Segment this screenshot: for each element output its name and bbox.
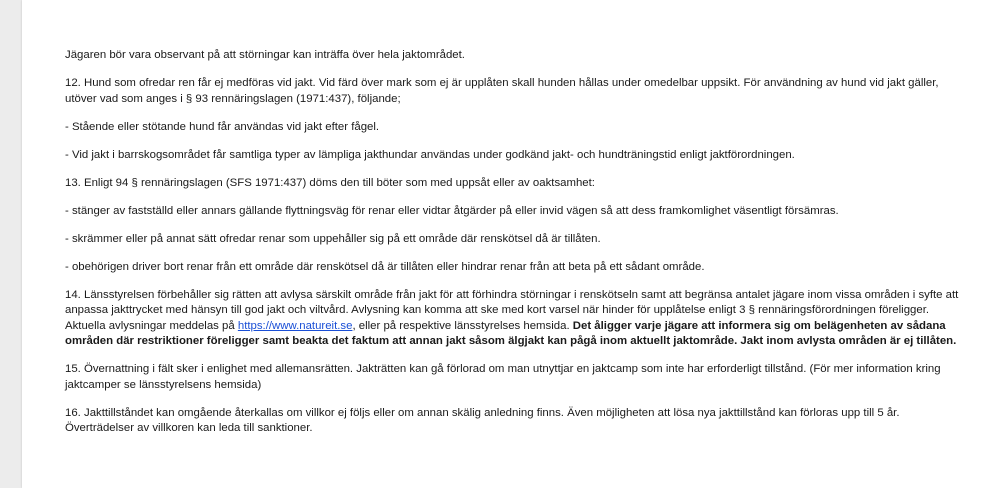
list-item-migration-route: - stänger av fastställd eller annars gällande flyttningsväg för renar eller vidtar åtgärder på eller invid vägen så att dess framkomlighet väsentligt försämras. [65, 204, 839, 217]
document-page [22, 0, 1000, 488]
paragraph-14-text: 14. Länsstyrelsen förbehåller sig rätten att avlysa särskilt område från jakt för att förhindra störningar i renskötseln samt att begränsa antalet jägare inom vissa områden i syfte att anpassa jakttrycket med hänsyn till god jakt och viltvård. Avlysning kan komma att ske med kort varsel när hinder för upplåtelse enligt 3 § rennäringsförordningen föreligger. Aktuella avlysningar meddelas på [65, 288, 959, 332]
paragraph-13: 13. Enligt 94 § rennäringslagen (SFS 1971:437) döms den till böter som med uppsåt eller av oaktsamhet: [65, 176, 595, 189]
list-item-scare-reindeer: - skrämmer eller på annat sätt ofredar renar som uppehåller sig på ett område där renskötsel då är tillåten. [65, 232, 601, 245]
paragraph-12: 12. Hund som ofredar ren får ej medföras vid jakt. Vid färd över mark som ej är upplåten skall hunden hållas under omedelbar uppsikt. För användning av hund vid jakt gäller, utöver vad som anges i § 93 rennäringslagen (1971:437), följande; [65, 77, 939, 105]
paragraph-14-text-continued: , eller på respektive länsstyrelses hemsida. [352, 319, 573, 332]
natureit-link[interactable]: https://www.natureit.se [237, 319, 353, 332]
list-item-conifer-forest: - Vid jakt i barrskogsområdet får samtliga typer av lämpliga jakthundar användas under godkänd jakt- och hundträningstid enligt jaktförordningen. [65, 148, 795, 161]
paragraph-intro: Jägaren bör vara observant på att störningar kan inträffa över hela jaktområdet. [65, 49, 465, 61]
list-item-standing-dog: - Stående eller stötande hund får användas vid jakt efter fågel. [65, 120, 380, 133]
paragraph-16: 16. Jakttillståndet kan omgående återkallas om villkor ej följs eller om annan skälig anledning finns. Även möjligheten att lösa nya jakttillstånd kan förloras upp till 5 år. Överträdelser av villkoren kan leda till sanktioner. [65, 406, 900, 434]
paragraph-14 [65, 288, 965, 350]
paragraph-14-bold-notice: Det åligger varje jägare att informera sig om belägenheten av sådana områden där restriktioner föreligger samt beakta det faktum att annan jakt såsom älgjakt kan pågå inom aktuellt jaktområde. Jakt inom avlysta områden är ej tillåten. [65, 319, 957, 347]
document-body [65, 48, 965, 449]
paragraph-15: 15. Övernattning i fält sker i enlighet med allemansrätten. Jakträtten kan gå förlorad om man utnyttjar en jaktcamp som inte har erforderligt tillstånd. (För mer information kring jaktcamper se länsstyrelsens hemsida) [65, 363, 941, 391]
list-item-drive-reindeer: - obehörigen driver bort renar från ett område där renskötsel då är tillåten eller hindrar renar från att beta på ett sådant område. [65, 260, 705, 273]
